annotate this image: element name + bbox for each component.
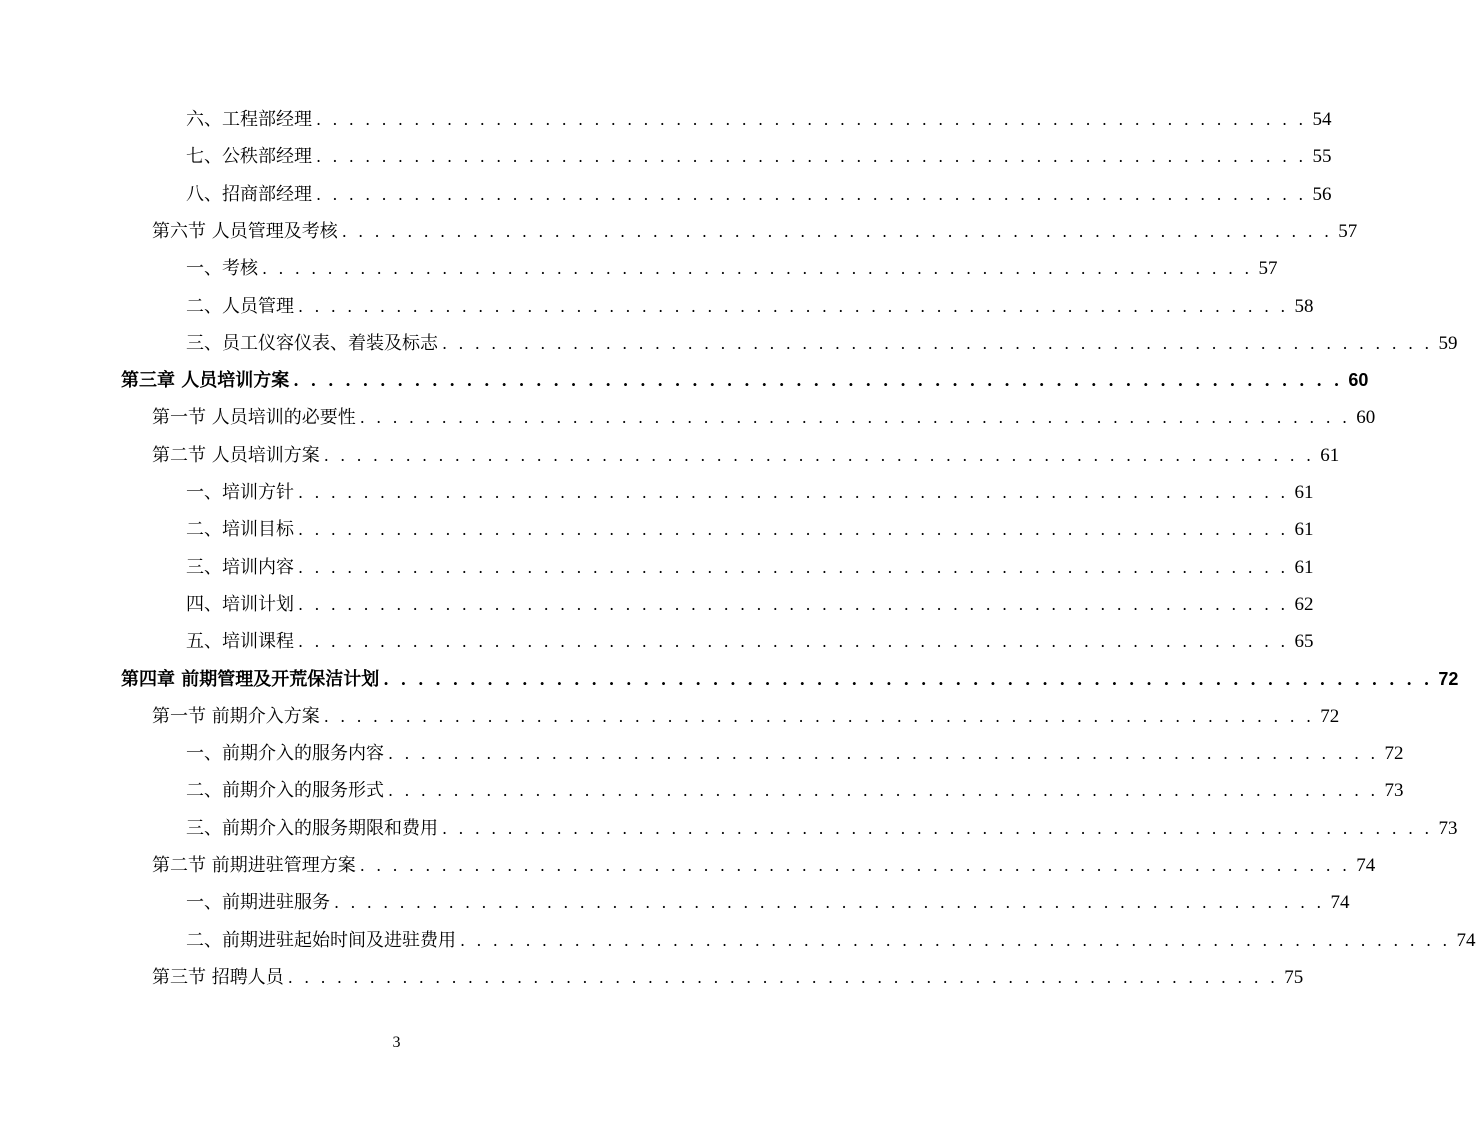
toc-dot-leader: . . . . . . . . . . . . . . . . . . . . . . . . . . . . . . . . . . . . . . . . . . . . . . . . . . . . . . . . . . . . . [442, 818, 1433, 838]
toc-dot-leader: . . . . . . . . . . . . . . . . . . . . . . . . . . . . . . . . . . . . . . . . . . . . . . . . . . . . . . . . . . . . . [287, 967, 1279, 987]
toc-dot-leader: . . . . . . . . . . . . . . . . . . . . . . . . . . . . . . . . . . . . . . . . . . . . . . . . . . . . . . . . . . . . . [388, 744, 1379, 764]
toc-entry-title: 第一节 前期介入方案 [152, 705, 320, 727]
toc-dot-leader: . . . . . . . . . . . . . . . . . . . . . . . . . . . . . . . . . . . . . . . . . . . . . . . . . . . . . . . . . . . . . [323, 445, 1315, 465]
toc-chapter-entry [121, 661, 1459, 698]
toc-dot-leader: . . . . . . . . . . . . . . . . . . . . . . . . . . . . . . . . . . . . . . . . . . . . . . . . . . . . . . . . . . . . . [323, 706, 1315, 726]
toc-entry-page: 75 [1284, 966, 1304, 988]
toc-subsection-entry [186, 772, 1404, 809]
toc-subsection-entry [186, 325, 1458, 362]
toc-entry-title: 一、前期介入的服务内容 [186, 743, 384, 765]
toc-entry-title: 三、前期介入的服务期限和费用 [186, 817, 438, 839]
toc-subsection-entry [186, 101, 1332, 138]
toc-entry-page: 58 [1294, 295, 1314, 317]
toc-subsection-entry [186, 288, 1314, 325]
toc-entry-page: 55 [1312, 146, 1332, 168]
toc-entry-page: 59 [1438, 332, 1458, 354]
toc-entry-title: 一、前期进驻服务 [186, 892, 330, 914]
toc-entry-page: 72 [1384, 743, 1404, 765]
toc-dot-leader: . . . . . . . . . . . . . . . . . . . . . . . . . . . . . . . . . . . . . . . . . . . . . . . . . . . . . . . . . . . . . [293, 371, 1343, 391]
toc-entry-title: 第二节 前期进驻管理方案 [152, 855, 356, 876]
toc-entry-title: 八、招商部经理 [186, 183, 312, 205]
toc-entry-page: 73 [1384, 780, 1404, 802]
toc-subsection-entry [186, 549, 1314, 586]
toc-dot-leader: . . . . . . . . . . . . . . . . . . . . . . . . . . . . . . . . . . . . . . . . . . . . . . . . . . . . . . . . . . . . . [388, 781, 1379, 801]
toc-entry-page: 61 [1320, 444, 1340, 466]
toc-dot-leader: . . . . . . . . . . . . . . . . . . . . . . . . . . . . . . . . . . . . . . . . . . . . . . . . . . . . . . . . . . . . . [442, 333, 1433, 353]
toc-entry-page: 72 [1438, 668, 1459, 689]
toc-subsection-entry [186, 586, 1314, 623]
toc-dot-leader: . . . . . . . . . . . . . . . . . . . . . . . . . . . . . . . . . . . . . . . . . . . . . . . . . . . . . . . . . . . . . [334, 893, 1325, 913]
toc-subsection-entry [186, 474, 1314, 511]
toc-entry-page: 74 [1456, 929, 1476, 951]
toc-entry-page: 62 [1294, 593, 1314, 615]
toc-entry-page: 54 [1312, 109, 1332, 130]
toc-subsection-entry [186, 511, 1314, 548]
toc-entry-title: 第四章 前期管理及开荒保洁计划 [121, 668, 380, 690]
toc-entry-page: 57 [1338, 220, 1358, 242]
toc-entry-title: 三、员工仪容仪表、着装及标志 [186, 332, 438, 354]
toc-dot-leader: . . . . . . . . . . . . . . . . . . . . . . . . . . . . . . . . . . . . . . . . . . . . . . . . . . . . . . . . . . . . . [298, 594, 1289, 614]
toc-subsection-entry [186, 176, 1332, 213]
toc-section-entry [152, 437, 1340, 474]
toc-entry-title: 二、人员管理 [186, 295, 294, 317]
toc-entry-page: 61 [1294, 556, 1314, 578]
toc-entry-title: 六、工程部经理 [186, 109, 312, 130]
toc-entry-title: 第六节 人员管理及考核 [152, 220, 338, 242]
toc-subsection-entry [186, 735, 1404, 772]
toc-section-entry [152, 399, 1376, 436]
toc-dot-leader: . . . . . . . . . . . . . . . . . . . . . . . . . . . . . . . . . . . . . . . . . . . . . . . . . . . . . . . . . . . . . [298, 296, 1289, 316]
toc-dot-leader: . . . . . . . . . . . . . . . . . . . . . . . . . . . . . . . . . . . . . . . . . . . . . . . . . . . . . . . . . . . . . [460, 930, 1451, 950]
toc-entry-page: 73 [1438, 817, 1458, 839]
toc-entry-title: 第三节 招聘人员 [152, 966, 284, 988]
toc-dot-leader: . . . . . . . . . . . . . . . . . . . . . . . . . . . . . . . . . . . . . . . . . . . . . . . . . . . . . . . . . . . . . [341, 221, 1333, 241]
toc-entry-title: 三、培训内容 [186, 556, 294, 578]
toc-dot-leader: . . . . . . . . . . . . . . . . . . . . . . . . . . . . . . . . . . . . . . . . . . . . . . . . . . . . . . . . . . . . . [383, 669, 1433, 689]
toc-entry-page: 72 [1320, 705, 1340, 727]
toc-chapter-entry [121, 362, 1369, 399]
toc-subsection-entry [186, 810, 1458, 847]
toc-entry-page: 56 [1312, 183, 1332, 205]
toc-entry-title: 第一节 人员培训的必要性 [152, 407, 356, 429]
toc-dot-leader: . . . . . . . . . . . . . . . . . . . . . . . . . . . . . . . . . . . . . . . . . . . . . . . . . . . . . . . . . . . . . [262, 259, 1253, 279]
toc-dot-leader: . . . . . . . . . . . . . . . . . . . . . . . . . . . . . . . . . . . . . . . . . . . . . . . . . . . . . . . . . . . . . [316, 147, 1307, 167]
toc-dot-leader: . . . . . . . . . . . . . . . . . . . . . . . . . . . . . . . . . . . . . . . . . . . . . . . . . . . . . . . . . . . . . [316, 110, 1307, 129]
toc-section-entry [152, 959, 1304, 996]
toc-dot-leader: . . . . . . . . . . . . . . . . . . . . . . . . . . . . . . . . . . . . . . . . . . . . . . . . . . . . . . . . . . . . . [298, 632, 1289, 652]
toc-dot-leader: . . . . . . . . . . . . . . . . . . . . . . . . . . . . . . . . . . . . . . . . . . . . . . . . . . . . . . . . . . . . . [316, 184, 1307, 204]
toc-entry-page: 61 [1294, 519, 1314, 541]
toc-entry-page: 57 [1258, 258, 1278, 280]
toc-entry-title: 七、公秩部经理 [186, 146, 312, 168]
toc-dot-leader: . . . . . . . . . . . . . . . . . . . . . . . . . . . . . . . . . . . . . . . . . . . . . . . . . . . . . . . . . . . . . [359, 408, 1351, 428]
toc-entry-title: 一、考核 [186, 258, 258, 280]
page-number: 3 [392, 1034, 401, 1051]
toc-entry-title: 四、培训计划 [186, 593, 294, 615]
toc-entry-title: 二、前期介入的服务形式 [186, 780, 384, 802]
toc-entry-title: 一、培训方针 [186, 482, 294, 503]
toc-subsection-entry [186, 623, 1314, 660]
toc-dot-leader: . . . . . . . . . . . . . . . . . . . . . . . . . . . . . . . . . . . . . . . . . . . . . . . . . . . . . . . . . . . . . [298, 557, 1289, 577]
toc-entry-page: 60 [1356, 407, 1376, 429]
toc-dot-leader: . . . . . . . . . . . . . . . . . . . . . . . . . . . . . . . . . . . . . . . . . . . . . . . . . . . . . . . . . . . . . [359, 856, 1351, 875]
toc-section-entry [152, 213, 1358, 250]
toc-dot-leader: . . . . . . . . . . . . . . . . . . . . . . . . . . . . . . . . . . . . . . . . . . . . . . . . . . . . . . . . . . . . . [298, 483, 1289, 502]
toc-entry-title: 二、培训目标 [186, 519, 294, 541]
toc-subsection-entry [186, 884, 1350, 921]
toc-section-entry [152, 698, 1340, 735]
toc-entry-page: 74 [1330, 892, 1350, 914]
toc-entry-title: 五、培训课程 [186, 631, 294, 653]
toc-entry-title: 第三章 人员培训方案 [121, 370, 290, 392]
toc-subsection-entry [186, 922, 1476, 959]
toc-entry-page: 74 [1356, 855, 1376, 876]
toc-entry-title: 第二节 人员培训方案 [152, 444, 320, 466]
toc-subsection-entry [186, 250, 1278, 287]
toc-entry-title: 二、前期进驻起始时间及进驻费用 [186, 929, 456, 951]
toc-entry-page: 60 [1348, 370, 1369, 391]
toc-subsection-entry [186, 138, 1332, 175]
toc-dot-leader: . . . . . . . . . . . . . . . . . . . . . . . . . . . . . . . . . . . . . . . . . . . . . . . . . . . . . . . . . . . . . [298, 520, 1289, 540]
toc-entry-page: 61 [1294, 482, 1314, 503]
toc-entry-page: 65 [1294, 631, 1314, 653]
toc-section-entry [152, 847, 1376, 884]
